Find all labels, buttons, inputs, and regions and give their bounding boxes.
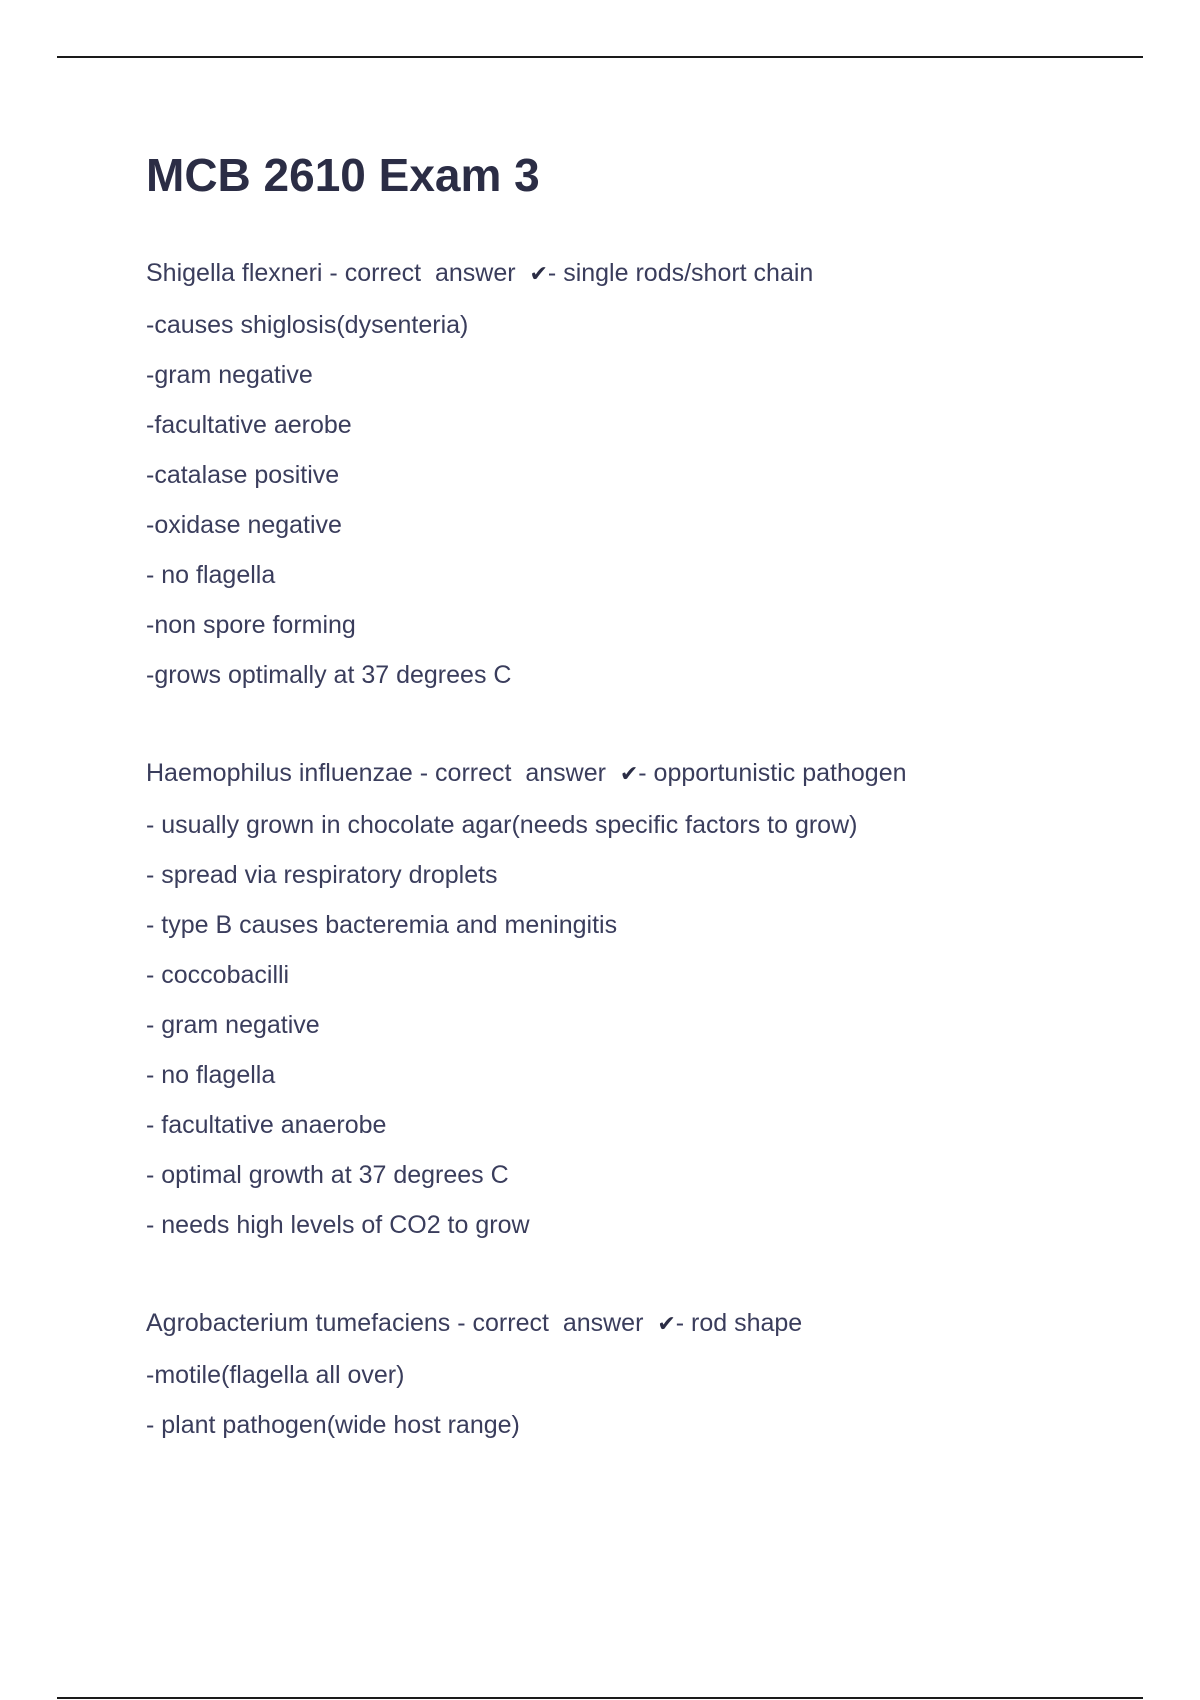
entry-line: - gram negative: [146, 1011, 320, 1039]
document-body: [146, 140, 1106, 1498]
checkmark-icon: ✔: [619, 762, 639, 787]
top-rule: [57, 56, 1143, 58]
entry-term: Shigella flexneri - correct answer: [146, 259, 530, 287]
entry-line: - coccobacilli: [146, 961, 290, 989]
entry-line: -grows optimally at 37 degrees C: [146, 661, 512, 689]
entry-line: - spread via respiratory droplets: [146, 861, 498, 889]
entry-line: - optimal growth at 37 degrees C: [146, 1161, 509, 1189]
entry-answer-first: - single rods/short chain: [547, 259, 814, 287]
entry-answer-first: - opportunistic pathogen: [638, 759, 907, 787]
entry-line: -gram negative: [146, 361, 313, 389]
entry-line: -oxidase negative: [146, 511, 342, 539]
page-title: MCB 2610 Exam 3: [146, 149, 540, 201]
checkmark-icon: ✔: [657, 1312, 676, 1337]
flashcard-entry: [146, 748, 1106, 1250]
entry-line: -causes shiglosis(dysenteria): [146, 311, 469, 339]
entry-line: - no flagella: [146, 561, 276, 589]
entry-line: - facultative anaerobe: [146, 1111, 387, 1139]
entry-heading-line: [146, 248, 1106, 300]
entry-line: - plant pathogen(wide host range): [146, 1411, 520, 1439]
entry-line: -facultative aerobe: [146, 411, 352, 439]
entry-term: Haemophilus influenzae - correct answer: [146, 759, 620, 787]
entry-heading-line: [146, 748, 1106, 800]
entry-line: - type B causes bacteremia and meningitis: [146, 911, 618, 939]
entry-line: -non spore forming: [146, 611, 356, 639]
entry-term: Agrobacterium tumefaciens - correct answer: [146, 1309, 658, 1337]
entry-heading-line: [146, 1298, 1106, 1350]
entry-answer-first: - rod shape: [675, 1309, 803, 1337]
bottom-rule: [57, 1697, 1143, 1699]
entry-line: -motile(flagella all over): [146, 1361, 405, 1389]
flashcard-entry: [146, 1298, 1106, 1450]
flashcard-entry: [146, 248, 1106, 700]
entry-line: - needs high levels of CO2 to grow: [146, 1211, 530, 1239]
entry-line: - no flagella: [146, 1061, 276, 1089]
checkmark-icon: ✔: [529, 262, 548, 287]
entry-line: - usually grown in chocolate agar(needs specific factors to grow): [146, 811, 858, 839]
entry-line: -catalase positive: [146, 461, 340, 489]
